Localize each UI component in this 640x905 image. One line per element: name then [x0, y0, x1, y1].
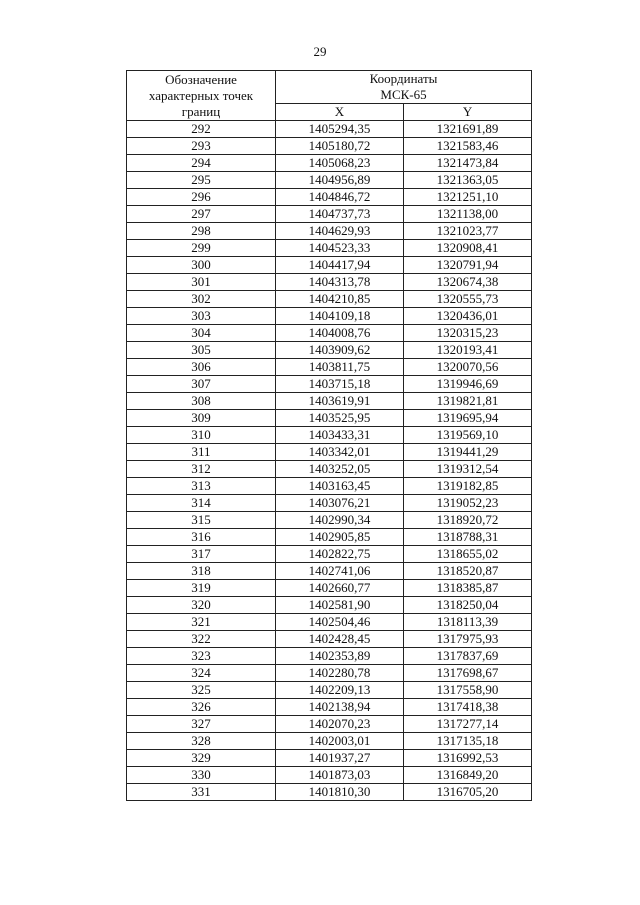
x-coordinate-cell: 1402504,46 [276, 614, 404, 631]
table-row [127, 563, 532, 580]
x-coordinate-cell: 1403619,91 [276, 393, 404, 410]
table-row [127, 393, 532, 410]
table-row [127, 206, 532, 223]
table-row [127, 223, 532, 240]
y-coordinate-cell: 1319441,29 [404, 444, 532, 461]
x-coordinate-cell: 1402003,01 [276, 733, 404, 750]
table-row [127, 580, 532, 597]
table-row [127, 155, 532, 172]
table-row [127, 495, 532, 512]
y-coordinate-cell: 1321583,46 [404, 138, 532, 155]
table-row [127, 478, 532, 495]
table-row [127, 172, 532, 189]
table-row [127, 240, 532, 257]
point-number-cell: 321 [127, 614, 276, 631]
x-coordinate-cell: 1403525,95 [276, 410, 404, 427]
x-coordinate-cell: 1404210,85 [276, 291, 404, 308]
x-coordinate-cell: 1404629,93 [276, 223, 404, 240]
y-coordinate-cell: 1317277,14 [404, 716, 532, 733]
point-number-cell: 311 [127, 444, 276, 461]
x-coordinate-cell: 1403433,31 [276, 427, 404, 444]
point-number-cell: 296 [127, 189, 276, 206]
point-number-cell: 304 [127, 325, 276, 342]
y-coordinate-cell: 1316992,53 [404, 750, 532, 767]
table-row [127, 410, 532, 427]
table-row [127, 529, 532, 546]
x-coordinate-cell: 1403909,62 [276, 342, 404, 359]
point-number-cell: 292 [127, 121, 276, 138]
point-number-cell: 330 [127, 767, 276, 784]
point-number-cell: 306 [127, 359, 276, 376]
y-coordinate-cell: 1318920,72 [404, 512, 532, 529]
table-header [127, 71, 532, 121]
table-row [127, 189, 532, 206]
table-row [127, 257, 532, 274]
x-coordinate-cell: 1404417,94 [276, 257, 404, 274]
y-coordinate-cell: 1319182,85 [404, 478, 532, 495]
header-coordinates-line: Координаты [369, 71, 438, 86]
header-designation-line: характерных точек [148, 87, 254, 103]
header-y: Y [404, 104, 532, 121]
x-coordinate-cell: 1402741,06 [276, 563, 404, 580]
table-row [127, 699, 532, 716]
table-row [127, 274, 532, 291]
table-row [127, 291, 532, 308]
point-number-cell: 309 [127, 410, 276, 427]
x-coordinate-cell: 1405180,72 [276, 138, 404, 155]
point-number-cell: 310 [127, 427, 276, 444]
point-number-cell: 323 [127, 648, 276, 665]
table-body [127, 121, 532, 801]
y-coordinate-cell: 1320555,73 [404, 291, 532, 308]
x-coordinate-cell: 1405294,35 [276, 121, 404, 138]
point-number-cell: 294 [127, 155, 276, 172]
x-coordinate-cell: 1403252,05 [276, 461, 404, 478]
table-row [127, 359, 532, 376]
point-number-cell: 312 [127, 461, 276, 478]
y-coordinate-cell: 1321138,00 [404, 206, 532, 223]
x-coordinate-cell: 1403163,45 [276, 478, 404, 495]
y-coordinate-cell: 1318655,02 [404, 546, 532, 563]
x-coordinate-cell: 1403715,18 [276, 376, 404, 393]
y-coordinate-cell: 1320070,56 [404, 359, 532, 376]
y-coordinate-cell: 1320315,23 [404, 325, 532, 342]
table-row [127, 716, 532, 733]
x-coordinate-cell: 1404523,33 [276, 240, 404, 257]
point-number-cell: 308 [127, 393, 276, 410]
x-coordinate-cell: 1402209,13 [276, 682, 404, 699]
x-coordinate-cell: 1402070,23 [276, 716, 404, 733]
table-row [127, 546, 532, 563]
point-number-cell: 298 [127, 223, 276, 240]
coordinates-table [126, 70, 532, 801]
y-coordinate-cell: 1319695,94 [404, 410, 532, 427]
table-row [127, 784, 532, 801]
table-row [127, 325, 532, 342]
x-coordinate-cell: 1404313,78 [276, 274, 404, 291]
header-designation [127, 71, 276, 121]
x-coordinate-cell: 1405068,23 [276, 155, 404, 172]
point-number-cell: 319 [127, 580, 276, 597]
y-coordinate-cell: 1321023,77 [404, 223, 532, 240]
table-row [127, 597, 532, 614]
point-number-cell: 303 [127, 308, 276, 325]
table-row [127, 308, 532, 325]
table-row [127, 461, 532, 478]
x-coordinate-cell: 1402428,45 [276, 631, 404, 648]
table-row [127, 138, 532, 155]
x-coordinate-cell: 1402138,94 [276, 699, 404, 716]
point-number-cell: 327 [127, 716, 276, 733]
table-row [127, 376, 532, 393]
header-designation-line: границ [181, 103, 221, 119]
y-coordinate-cell: 1316705,20 [404, 784, 532, 801]
y-coordinate-cell: 1318520,87 [404, 563, 532, 580]
x-coordinate-cell: 1403076,21 [276, 495, 404, 512]
point-number-cell: 293 [127, 138, 276, 155]
y-coordinate-cell: 1317135,18 [404, 733, 532, 750]
x-coordinate-cell: 1404737,73 [276, 206, 404, 223]
y-coordinate-cell: 1319052,23 [404, 495, 532, 512]
table-row [127, 444, 532, 461]
y-coordinate-cell: 1320791,94 [404, 257, 532, 274]
point-number-cell: 322 [127, 631, 276, 648]
x-coordinate-cell: 1403811,75 [276, 359, 404, 376]
x-coordinate-cell: 1401810,30 [276, 784, 404, 801]
x-coordinate-cell: 1403342,01 [276, 444, 404, 461]
y-coordinate-cell: 1318788,31 [404, 529, 532, 546]
point-number-cell: 307 [127, 376, 276, 393]
y-coordinate-cell: 1317418,38 [404, 699, 532, 716]
table-row [127, 427, 532, 444]
point-number-cell: 295 [127, 172, 276, 189]
point-number-cell: 301 [127, 274, 276, 291]
y-coordinate-cell: 1319821,81 [404, 393, 532, 410]
point-number-cell: 299 [127, 240, 276, 257]
point-number-cell: 316 [127, 529, 276, 546]
page-number: 29 [313, 44, 327, 59]
y-coordinate-cell: 1320674,38 [404, 274, 532, 291]
table-row [127, 631, 532, 648]
header-coordinates [276, 71, 532, 104]
point-number-cell: 314 [127, 495, 276, 512]
point-number-cell: 318 [127, 563, 276, 580]
point-number-cell: 328 [127, 733, 276, 750]
table-row [127, 767, 532, 784]
x-coordinate-cell: 1402822,75 [276, 546, 404, 563]
point-number-cell: 305 [127, 342, 276, 359]
x-coordinate-cell: 1404846,72 [276, 189, 404, 206]
y-coordinate-cell: 1319312,54 [404, 461, 532, 478]
x-coordinate-cell: 1401937,27 [276, 750, 404, 767]
point-number-cell: 326 [127, 699, 276, 716]
y-coordinate-cell: 1321691,89 [404, 121, 532, 138]
x-coordinate-cell: 1402990,34 [276, 512, 404, 529]
table-row [127, 121, 532, 138]
table-row [127, 614, 532, 631]
table-row [127, 665, 532, 682]
y-coordinate-cell: 1317558,90 [404, 682, 532, 699]
y-coordinate-cell: 1318113,39 [404, 614, 532, 631]
y-coordinate-cell: 1320436,01 [404, 308, 532, 325]
y-coordinate-cell: 1319946,69 [404, 376, 532, 393]
y-coordinate-cell: 1321251,10 [404, 189, 532, 206]
point-number-cell: 331 [127, 784, 276, 801]
table-row [127, 733, 532, 750]
y-coordinate-cell: 1319569,10 [404, 427, 532, 444]
y-coordinate-cell: 1317698,67 [404, 665, 532, 682]
x-coordinate-cell: 1404109,18 [276, 308, 404, 325]
x-coordinate-cell: 1402581,90 [276, 597, 404, 614]
point-number-cell: 329 [127, 750, 276, 767]
y-coordinate-cell: 1317975,93 [404, 631, 532, 648]
point-number-cell: 297 [127, 206, 276, 223]
y-coordinate-cell: 1318385,87 [404, 580, 532, 597]
x-coordinate-cell: 1401873,03 [276, 767, 404, 784]
y-coordinate-cell: 1320193,41 [404, 342, 532, 359]
x-coordinate-cell: 1402353,89 [276, 648, 404, 665]
point-number-cell: 324 [127, 665, 276, 682]
y-coordinate-cell: 1316849,20 [404, 767, 532, 784]
y-coordinate-cell: 1318250,04 [404, 597, 532, 614]
y-coordinate-cell: 1321363,05 [404, 172, 532, 189]
table-row [127, 682, 532, 699]
point-number-cell: 320 [127, 597, 276, 614]
x-coordinate-cell: 1404956,89 [276, 172, 404, 189]
x-coordinate-cell: 1402660,77 [276, 580, 404, 597]
header-coordinates-line: МСК-65 [380, 87, 427, 102]
y-coordinate-cell: 1321473,84 [404, 155, 532, 172]
header-x: X [276, 104, 404, 121]
point-number-cell: 313 [127, 478, 276, 495]
table-row [127, 648, 532, 665]
point-number-cell: 315 [127, 512, 276, 529]
header-designation-line: Обозначение [165, 71, 237, 87]
x-coordinate-cell: 1404008,76 [276, 325, 404, 342]
point-number-cell: 325 [127, 682, 276, 699]
table-row [127, 342, 532, 359]
y-coordinate-cell: 1317837,69 [404, 648, 532, 665]
table-row [127, 512, 532, 529]
point-number-cell: 317 [127, 546, 276, 563]
point-number-cell: 300 [127, 257, 276, 274]
x-coordinate-cell: 1402280,78 [276, 665, 404, 682]
table-row [127, 750, 532, 767]
x-coordinate-cell: 1402905,85 [276, 529, 404, 546]
y-coordinate-cell: 1320908,41 [404, 240, 532, 257]
point-number-cell: 302 [127, 291, 276, 308]
